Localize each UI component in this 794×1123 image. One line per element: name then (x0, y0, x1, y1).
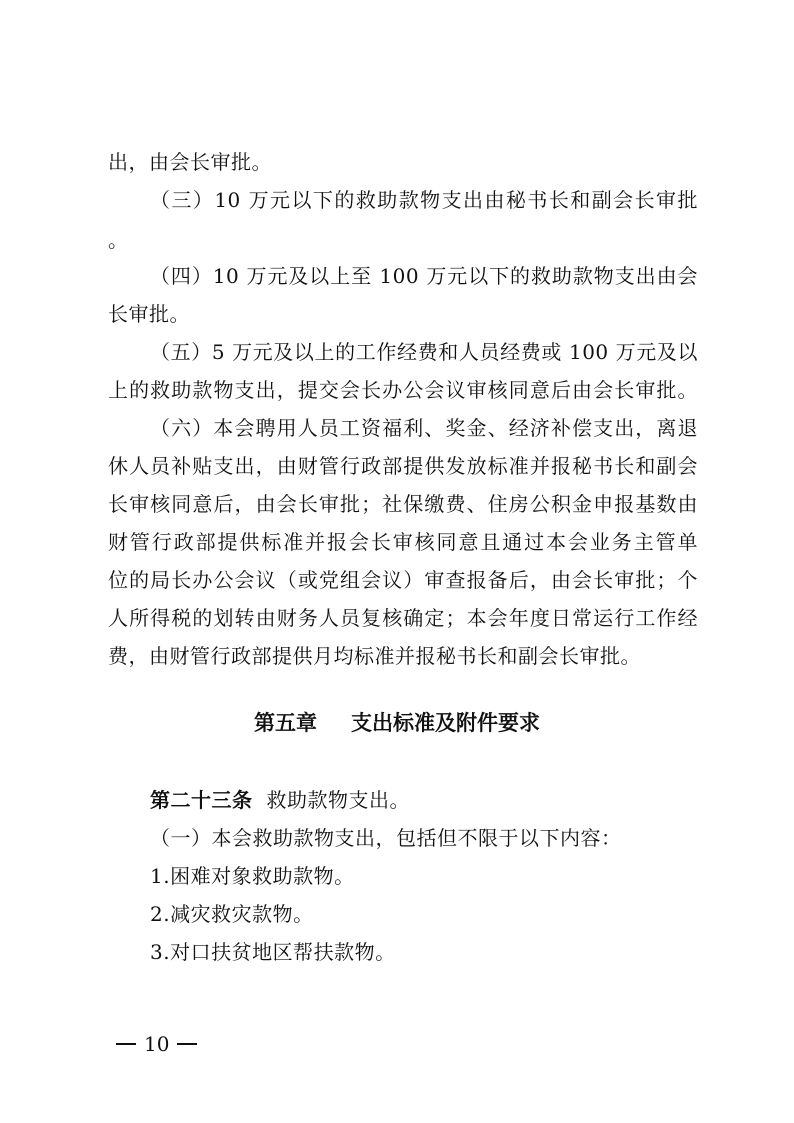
page-footer (108, 1030, 205, 1058)
page-number: 10 (144, 1032, 170, 1056)
list-item: 3.对口扶贫地区帮扶款物。 (150, 940, 396, 964)
chapter-title: 支出标准及附件要求 (351, 711, 540, 735)
footer-dash-left (116, 1043, 136, 1045)
article-number: 第二十三条 (150, 788, 253, 812)
paragraph-line: 。 (108, 228, 129, 252)
list-item: 2.减灾救灾款物。 (150, 902, 314, 926)
paragraph-line: 财管行政部提供标准并报会长审核同意且通过本会业务主管单 (108, 530, 698, 554)
paragraph-line: 位的局长办公会议（或党组会议）审查报备后，由会长审批；个 (108, 568, 698, 592)
paragraph-line: 长审批。 (108, 302, 190, 326)
article-heading (150, 786, 698, 814)
article-title: 救助款物支出。 (266, 788, 410, 812)
chapter-heading (0, 708, 794, 738)
paragraph-line: （四）10 万元及以上至 100 万元以下的救助款物支出由会 (150, 264, 698, 288)
paragraph-line: 出，由会长审批。 (108, 150, 272, 174)
paragraph-line: 上的救助款物支出，提交会长办公会议审核同意后由会长审批。 (108, 378, 698, 402)
list-item: 1.困难对象救助款物。 (150, 864, 355, 888)
paragraph-line: 休人员补贴支出，由财管行政部提供发放标准并报秘书长和副会 (108, 454, 698, 478)
paragraph-line: （三）10 万元以下的救助款物支出由秘书长和副会长审批 (150, 188, 698, 212)
paragraph-line: 长审核同意后，由会长审批；社保缴费、住房公积金申报基数由 (108, 492, 698, 516)
paragraph-line: （六）本会聘用人员工资福利、奖金、经济补偿支出，离退 (150, 416, 698, 440)
paragraph-line: 费，由财管行政部提供月均标准并报秘书长和副会长审批。 (108, 644, 641, 668)
paragraph-line: 人所得税的划转由财务人员复核确定；本会年度日常运行工作经 (108, 606, 698, 630)
paragraph-line: （五）5 万元及以上的工作经费和人员经费或 100 万元及以 (150, 340, 698, 364)
chapter-number: 第五章 (254, 711, 317, 735)
footer-dash-right (177, 1043, 197, 1045)
list-item: （一）本会救助款物支出，包括但不限于以下内容： (150, 826, 622, 850)
